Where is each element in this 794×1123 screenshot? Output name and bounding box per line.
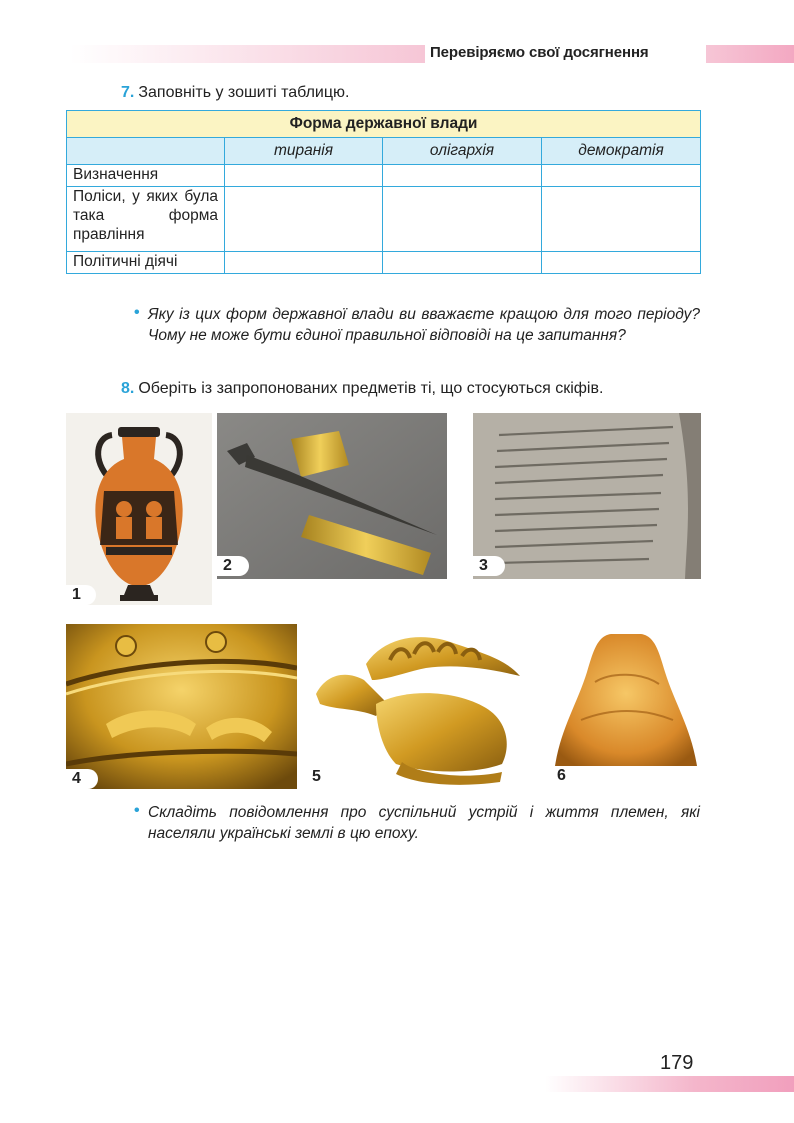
pectoral-icon bbox=[66, 624, 297, 789]
table-cell bbox=[225, 187, 383, 252]
table-cell bbox=[542, 187, 701, 252]
image-label-1: 1 bbox=[66, 585, 96, 605]
column-header-tyranny: тиранія bbox=[225, 138, 383, 165]
table-cell bbox=[225, 252, 383, 274]
table-row bbox=[67, 187, 701, 252]
table-cell bbox=[225, 165, 383, 187]
image-scythian-sword bbox=[217, 413, 447, 579]
task-7-question: Яку із цих форм державної влади ви вважаєте кращою для того періоду? Чому не може бути єдиної правильної відповіді на це запитання? bbox=[148, 306, 700, 344]
table-cell bbox=[542, 252, 701, 274]
table-row bbox=[67, 252, 701, 274]
image-label-4: 4 bbox=[66, 769, 98, 789]
image-label-2: 2 bbox=[217, 556, 249, 576]
table-cell bbox=[542, 165, 701, 187]
table-corner-cell bbox=[67, 138, 225, 165]
inscription-icon bbox=[473, 413, 701, 579]
bullet-icon: • bbox=[134, 802, 140, 819]
task-8-text: Оберіть із запропонованих предметів ті, що стосуються скіфів. bbox=[138, 380, 604, 397]
image-golden-pectoral bbox=[66, 624, 297, 789]
page-number: 179 bbox=[660, 1052, 694, 1074]
section-title: Перевіряємо свої досягнення bbox=[430, 44, 649, 61]
image-label-5: 5 bbox=[312, 768, 321, 785]
footer-decor bbox=[545, 1076, 794, 1092]
image-golden-bowl bbox=[551, 624, 701, 766]
image-label-6: 6 bbox=[557, 767, 566, 784]
task-7-number: 7. bbox=[121, 84, 135, 101]
image-greek-amphora bbox=[66, 413, 212, 605]
deer-icon bbox=[306, 624, 536, 789]
column-header-oligarchy: олігархія bbox=[383, 138, 542, 165]
table-cell bbox=[383, 187, 542, 252]
sword-icon bbox=[217, 413, 447, 579]
table-cell bbox=[383, 165, 542, 187]
government-forms-table bbox=[66, 110, 701, 274]
row-label-politicians: Політичні діячі bbox=[67, 252, 225, 274]
image-stone-inscription bbox=[473, 413, 701, 579]
table-row bbox=[67, 165, 701, 187]
task-7 bbox=[121, 84, 349, 102]
bowl-icon bbox=[551, 624, 701, 766]
row-label-definition: Визначення bbox=[67, 165, 225, 187]
table-caption: Форма державної влади bbox=[67, 111, 701, 138]
table-cell bbox=[383, 252, 542, 274]
task-8 bbox=[121, 380, 603, 398]
row-label-poleis: Поліси, у яких була така форма правління bbox=[67, 187, 225, 252]
task-8-number: 8. bbox=[121, 380, 135, 397]
amphora-icon bbox=[66, 413, 212, 605]
column-header-democracy: демократія bbox=[542, 138, 701, 165]
image-golden-deer bbox=[306, 624, 536, 789]
task-8-assignment: Складіть повідомлення про суспільний устрій і життя племен, які населяли українські землі в цю епоху. bbox=[148, 804, 700, 842]
header-decor-left bbox=[70, 45, 425, 63]
task-7-text: Заповніть у зошиті таблицю. bbox=[138, 84, 350, 101]
bullet-icon: • bbox=[134, 304, 140, 321]
image-label-3: 3 bbox=[473, 556, 505, 576]
header-decor-right bbox=[706, 45, 794, 63]
